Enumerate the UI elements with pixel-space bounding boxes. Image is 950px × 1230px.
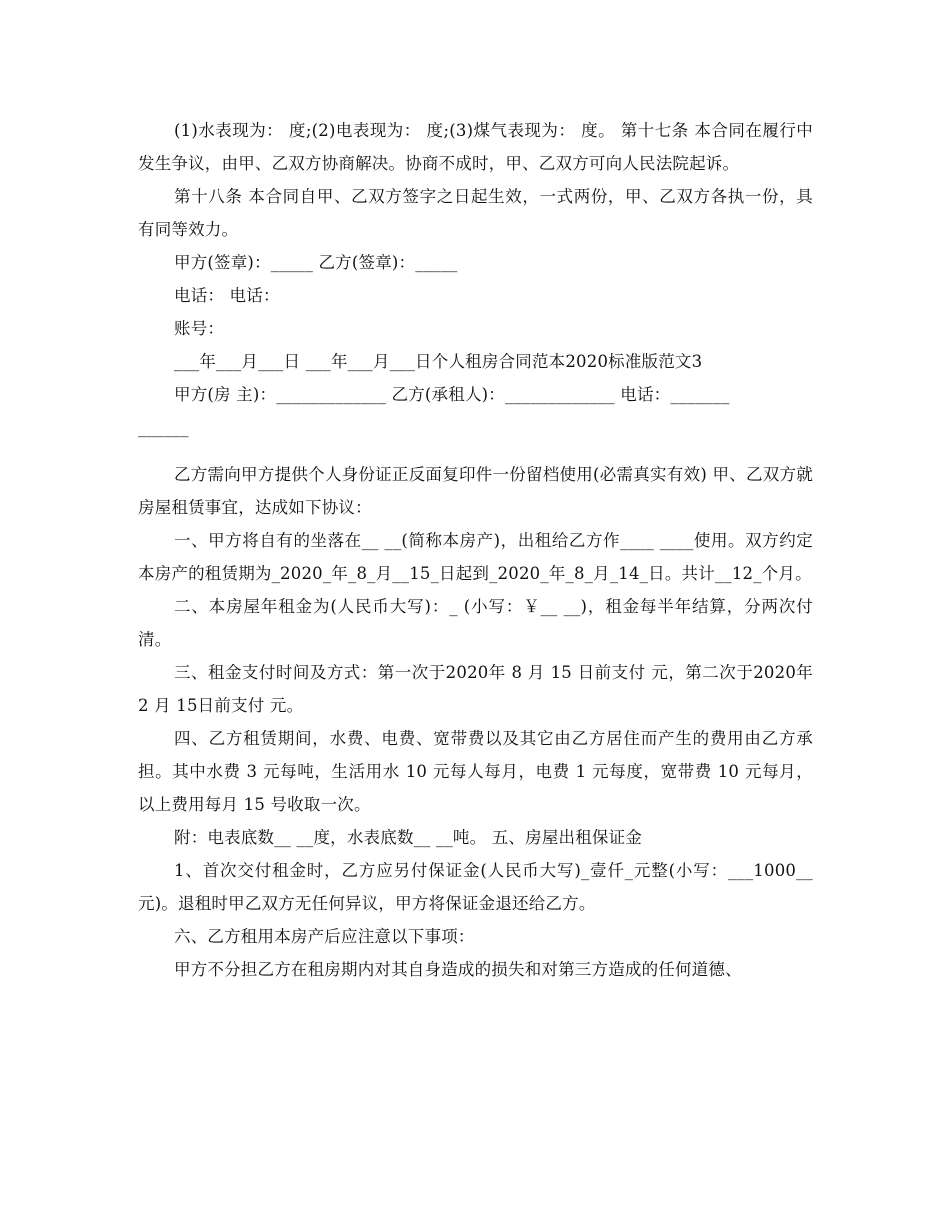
paragraph-id-requirement: 乙方需向甲方提供个人身份证正反面复印件一份留档使用(必需真实有效) 甲、乙双方就房屋租赁事宜，达成如下协议： (138, 465, 813, 517)
clause-three-payment: 三、租金支付时间及方式：第一次于2020年 8 月 15 日前支付 元，第二次于2020年 2 月 15日前支付 元。 (138, 663, 813, 715)
clause-two-rent: 二、本房屋年租金为(人民币大写)：_ (小写：￥__ __)，租金每半年结算，分两次付清。 (138, 597, 813, 649)
section-gap (138, 444, 813, 458)
document-body (138, 114, 813, 986)
parties-line-continuation: ______ (138, 418, 189, 437)
clause-six-heading: 六、乙方租用本房产后应注意以下事项： (174, 927, 475, 946)
clause-six-text: 甲方不分担乙方在租房期内对其自身造成的损失和对第三方造成的任何道德、 (174, 960, 742, 979)
clause-four-fees: 四、乙方租赁期间，水费、电费、宽带费以及其它由乙方居住而产生的费用由乙方承担。其中水费 3 元每吨，生活用水 10 元每人每月，电费 1 元每度，宽带费 10 元每月，以上费用每月 15 号收取一次。 (138, 729, 813, 814)
account-line: 账号： (174, 319, 225, 338)
date-and-title-line: ___年___月___日 ___年___月___日个人租房合同范本2020标准版范文3 (174, 352, 703, 371)
paragraph-utilities-dispute: (1)水表现为： 度;(2)电表现为： 度;(3)煤气表现为： 度。 第十七条 本合同在履行中发生争议，由甲、乙双方协商解决。协商不成时，甲、乙双方可向人民法院起诉。 (138, 121, 813, 173)
signature-line: 甲方(签章)：_____ 乙方(签章)：_____ (174, 253, 458, 272)
phone-line: 电话： 电话： (174, 286, 280, 305)
paragraph-effective-date: 第十八条 本合同自甲、乙双方签字之日起生效，一式两份，甲、乙双方各执一份，具有同等效力。 (138, 187, 813, 239)
parties-line: 甲方(房 主)：_____________ 乙方(承租人)：_____________ 电话：_______ (174, 385, 730, 404)
meter-readings-and-clause-five: 附：电表底数__ __度，水表底数__ __吨。 五、房屋出租保证金 (174, 828, 643, 847)
clause-five-deposit: 1、首次交付租金时，乙方应另付保证金(人民币大写)_壹仟_元整(小写：___1000__元)。退租时甲乙双方无任何异议，甲方将保证金退还给乙方。 (138, 861, 813, 913)
clause-one-property: 一、甲方将自有的坐落在__ __(简称本房产)，出租给乙方作____ ____使用。双方约定本房产的租赁期为_2020_年_8_月__15_日起到_2020_年_8_月_14_日。共计__12_个月。 (138, 531, 813, 583)
